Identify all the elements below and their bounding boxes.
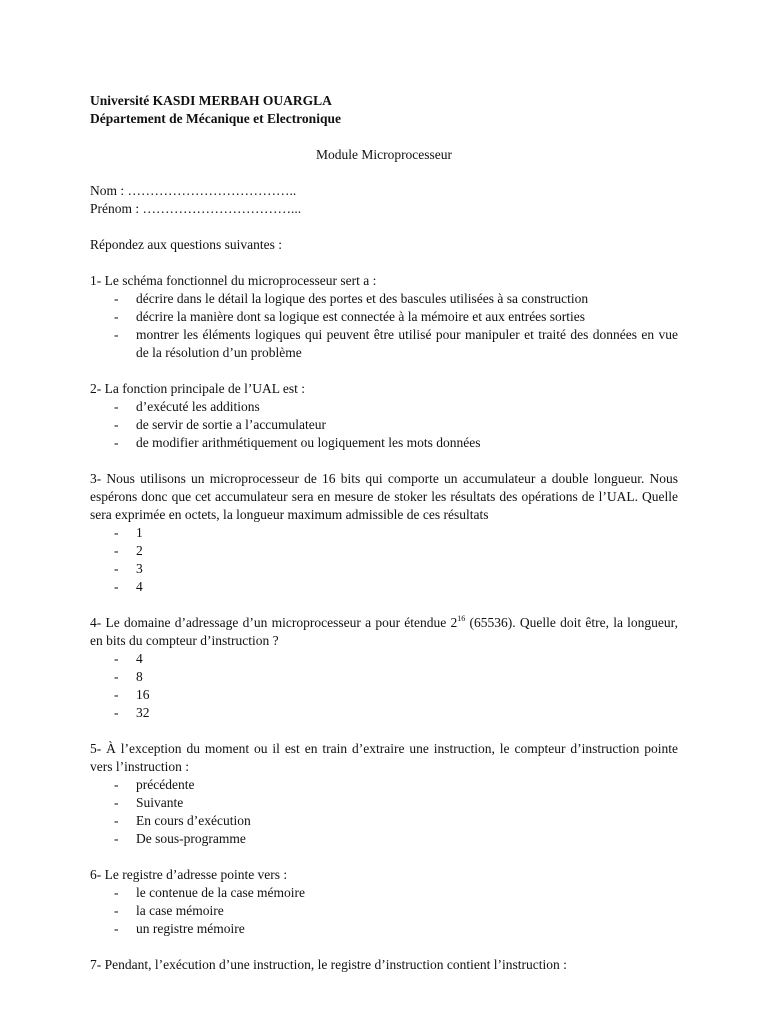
question-4-option: - 8 — [114, 669, 143, 684]
question-6-option: - le contenue de la case mémoire — [114, 885, 306, 900]
question-5-option: - Suivante — [114, 795, 184, 810]
instructions: Répondez aux questions suivantes : — [90, 237, 282, 252]
question-2-option: - de modifier arithmétiquement ou logiquement les mots données — [114, 435, 481, 450]
question-2-text: 2- La fonction principale de l’UAL est : — [90, 381, 306, 396]
question-1-option: - montrer les éléments logiques qui peuvent être utilisé pour manipuler et traité des données en vue de la résolution d’un problème — [114, 327, 678, 360]
question-5-option: - précédente — [114, 777, 195, 792]
question-1-options — [90, 290, 678, 362]
question-2-option: - d’exécuté les additions — [114, 399, 260, 414]
question-4-option: - 32 — [114, 705, 150, 720]
question-4-text: 4- Le domaine d’adressage d’un microprocesseur a pour étendue $2^{16}$ (65536). Quelle doit être, la longueur, en bits du compteur d’instruction ? — [90, 614, 678, 648]
question-6-options — [90, 884, 678, 938]
prenom-field: Prénom : ……………………………... — [90, 201, 302, 216]
question-4-options — [90, 650, 678, 722]
question-4-option: - 16 — [114, 687, 150, 702]
question-1-text: 1- Le schéma fonctionnel du microprocesseur sert a : — [90, 273, 377, 288]
question-3-text: 3- Nous utilisons un microprocesseur de 16 bits qui comporte un accumulateur a double longueur. Nous espérons donc que cet accumulateur sera en mesure de stoker les résultats des opérations de l’UAL. Quelle sera exprimée en octets, la longueur maximum admissible de ces résultats — [90, 471, 678, 522]
question-3-options — [90, 524, 678, 596]
question-2 — [90, 380, 678, 452]
question-1 — [90, 272, 678, 362]
department-name: Département de Mécanique et Electronique — [90, 111, 341, 126]
question-2-options — [90, 398, 678, 452]
question-6-option: - un registre mémoire — [114, 921, 245, 936]
question-3-option: - 2 — [114, 543, 143, 558]
question-5-options — [90, 776, 678, 848]
exponent: 16 — [457, 614, 466, 623]
question-7-text: 7- Pendant, l’exécution d’une instruction, le registre d’instruction contient l’instruction : — [90, 957, 567, 972]
question-6 — [90, 866, 678, 938]
document-page — [90, 92, 678, 974]
question-7 — [90, 956, 678, 974]
question-3-option: - 4 — [114, 579, 143, 594]
question-3-option: - 3 — [114, 561, 143, 576]
question-6-option: - la case mémoire — [114, 903, 224, 918]
nom-field: Nom : ……………………………….. — [90, 183, 297, 198]
question-1-option: - décrire dans le détail la logique des portes et des bascules utilisées à sa construction — [114, 291, 589, 306]
question-5-text: 5- À l’exception du moment ou il est en train d’extraire une instruction, le compteur d’instruction pointe vers l’instruction : — [90, 741, 678, 774]
question-3 — [90, 470, 678, 596]
question-5-option: - De sous-programme — [114, 831, 246, 846]
question-2-option: - de servir de sortie a l’accumulateur — [114, 417, 327, 432]
question-5-option: - En cours d’exécution — [114, 813, 251, 828]
module-title: Module Microprocesseur — [315, 147, 453, 162]
question-6-text: 6- Le registre d’adresse pointe vers : — [90, 867, 288, 882]
question-3-option: - 1 — [114, 525, 143, 540]
question-4-option: - 4 — [114, 651, 143, 666]
question-4 — [90, 614, 678, 722]
question-1-option: - décrire la manière dont sa logique est connectée à la mémoire et aux entrées sorties — [114, 309, 586, 324]
question-5 — [90, 740, 678, 848]
university-name: Université KASDI MERBAH OUARGLA — [90, 93, 332, 108]
